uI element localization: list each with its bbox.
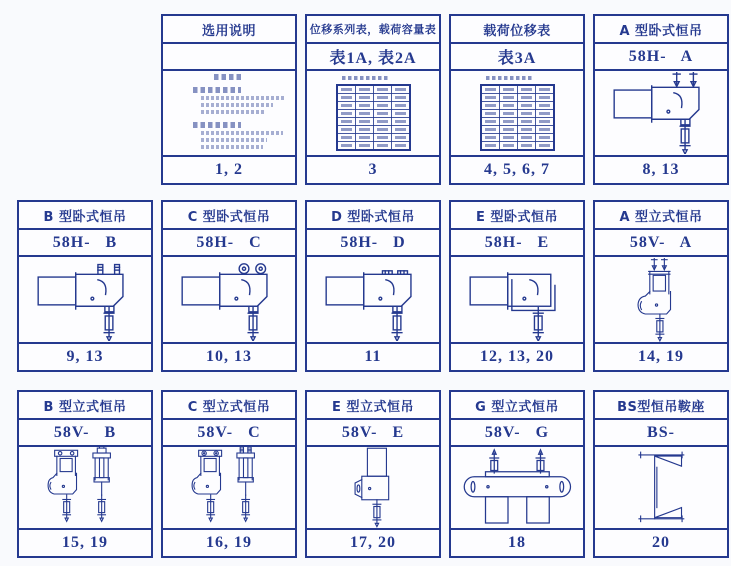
mini-table-cell [337,125,356,133]
cell-pages: 3 [307,155,439,183]
mini-table-cell [481,101,500,109]
cell-title: A 型卧式恒吊 [595,16,727,44]
mini-table-cell [337,93,356,101]
catalog-cell-58h-e [449,200,585,372]
mini-table-cell [337,117,356,125]
cell-title: E 型立式恒吊 [307,392,439,420]
mini-table-cell [373,85,391,94]
mini-table-cell [337,101,356,109]
vertical-hanger-g-diagram [458,448,577,528]
mini-table-cell [517,109,535,117]
mini-table-cell [499,117,517,125]
cell-model: 58V- G [451,420,583,447]
cell-pages: 12, 13, 20 [451,342,583,370]
catalog-cell-58v-e [305,390,441,558]
mini-table-cell [499,133,517,141]
catalog-cell-bs-saddle [593,390,729,558]
cell-model: 58H- D [307,230,439,257]
mini-table-cell [355,117,373,125]
mini-table-cell [391,133,410,141]
mini-table-cell [337,109,356,117]
mini-table-cell [391,109,410,117]
cell-pages: 14, 19 [595,342,727,370]
cell-title: BS型恒吊鞍座 [595,392,727,420]
cell-model: 58V- C [163,420,295,447]
cell-model: 58H- A [595,44,727,71]
mini-table-cell [499,125,517,133]
vertical-hanger-a-diagram [633,258,689,342]
vertical-hanger-e-diagram [345,447,401,528]
mini-table-cell [355,93,373,101]
mini-table-cell [373,133,391,141]
cell-title: B 型卧式恒吊 [19,202,151,230]
mini-table-cell [499,93,517,101]
cell-title: C 型卧式恒吊 [163,202,295,230]
mini-table-cell [373,109,391,117]
catalog-cell-58v-a [593,200,729,372]
cell-title: 位移系列表，载荷容量表 [307,16,439,44]
cell-title: A 型立式恒吊 [595,202,727,230]
mini-table-caption [342,76,388,80]
mini-table-cell [499,141,517,150]
mini-table-cell [499,101,517,109]
mini-data-table [336,76,411,151]
mini-data-table [480,76,555,151]
mini-table-cell [481,85,500,94]
catalog-cell-58h-c [161,200,297,372]
catalog-cell-table-3a [449,14,585,185]
mini-table-cell [355,133,373,141]
mini-table-cell [535,125,554,133]
saddle-bracket-bs-diagram [630,447,692,528]
cell-pages: 16, 19 [163,528,295,556]
cell-pages: 15, 19 [19,528,151,556]
cell-model: 58V- E [307,420,439,447]
mini-table-cell [481,125,500,133]
mini-table-cell [517,85,535,94]
cell-pages: 20 [595,528,727,556]
mini-table-cell [535,109,554,117]
mini-table-cell [535,117,554,125]
mini-table-cell [355,125,373,133]
mini-table-cell [391,101,410,109]
mini-table-cell [391,125,410,133]
mini-table-cell [517,101,535,109]
mini-table-cell [355,101,373,109]
catalog-cell-selection-notes [161,14,297,185]
mini-table-cell [517,93,535,101]
mini-table-caption [486,76,532,80]
mini-table-cell [481,133,500,141]
selection-notes-text [177,74,281,152]
catalog-cell-58v-g [449,390,585,558]
cell-pages: 10, 13 [163,342,295,370]
cell-model: 58H- E [451,230,583,257]
cell-title: E 型卧式恒吊 [451,202,583,230]
cell-pages: 8, 13 [595,155,727,183]
mini-table-cell [337,133,356,141]
mini-table-cell [481,93,500,101]
mini-table-cell [517,133,535,141]
mini-table-cell [481,109,500,117]
mini-table-cell [355,85,373,94]
mini-table-cell [499,109,517,117]
catalog-cell-58h-d [305,200,441,372]
mini-table-cell [535,85,554,94]
mini-table-cell [337,141,356,150]
mini-table-cell [481,141,500,150]
cell-model: 58V- B [19,420,151,447]
horizontal-hanger-e-diagram [466,259,569,341]
catalog-cell-58v-c [161,390,297,558]
cell-title: 选用说明 [163,16,295,44]
catalog-cell-58h-b [17,200,153,372]
cell-pages: 11 [307,342,439,370]
horizontal-hanger-d-diagram [322,259,425,341]
mini-table-cell [373,101,391,109]
mini-table-cell [355,141,373,150]
cell-model: 表1A, 表2A [307,44,439,71]
mini-table-cell [355,109,373,117]
cell-title: C 型立式恒吊 [163,392,295,420]
cell-title: G 型立式恒吊 [451,392,583,420]
cell-title: D 型卧式恒吊 [307,202,439,230]
mini-table-cell [517,141,535,150]
mini-table-cell [517,117,535,125]
catalog-cell-58h-a [593,14,729,185]
mini-table-cell [391,117,410,125]
vertical-hanger-c-diagram [191,447,268,528]
cell-model: 表3A [451,44,583,71]
mini-table-cell [373,117,391,125]
mini-table-cell [373,125,391,133]
mini-table-cell [517,125,535,133]
mini-table-cell [535,101,554,109]
cell-model: 58H- B [19,230,151,257]
mini-table-cell [391,85,410,94]
mini-table-cell [373,141,391,150]
mini-table-cell [337,85,356,94]
cell-pages: 4, 5, 6, 7 [451,155,583,183]
mini-table-cell [391,93,410,101]
vertical-hanger-b-diagram [47,447,124,528]
mini-table-cell [499,85,517,94]
cell-title: 载荷位移表 [451,16,583,44]
cell-pages: 1, 2 [163,155,295,183]
cell-model [163,44,295,71]
cell-pages: 17, 20 [307,528,439,556]
horizontal-hanger-c-diagram [178,259,281,341]
catalog-cell-58v-b [17,390,153,558]
cell-title: B 型立式恒吊 [19,392,151,420]
mini-table-cell [481,117,500,125]
catalog-cell-table-1a-2a [305,14,441,185]
mini-table-cell [535,93,554,101]
cell-pages: 9, 13 [19,342,151,370]
mini-table-cell [391,141,410,150]
horizontal-hanger-b-diagram [34,259,137,341]
mini-table-cell [535,141,554,150]
mini-table-cell [373,93,391,101]
cell-pages: 18 [451,528,583,556]
cell-model: 58H- C [163,230,295,257]
horizontal-hanger-a-diagram [610,72,713,154]
mini-table-cell [535,133,554,141]
cell-model: BS- [595,420,727,447]
cell-model: 58V- A [595,230,727,257]
